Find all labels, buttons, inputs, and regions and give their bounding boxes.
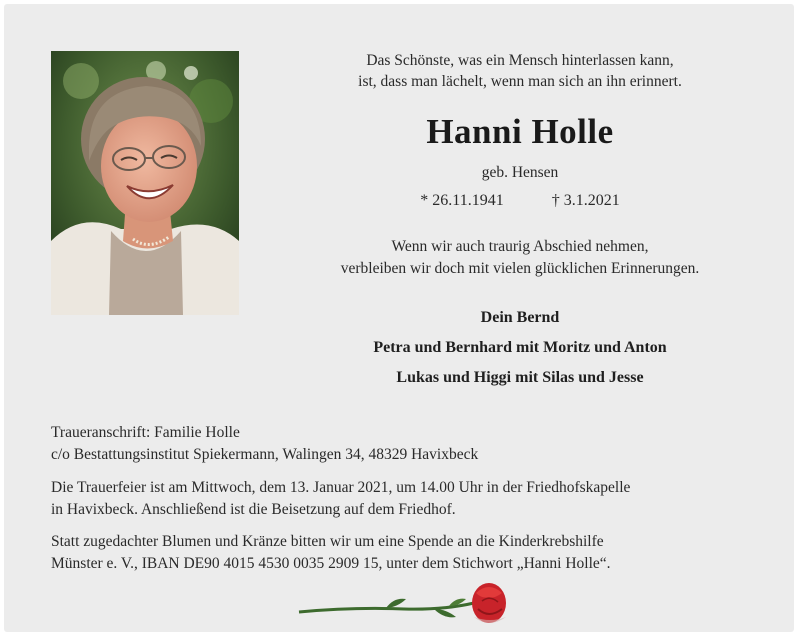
family-line: Petra und Bernhard mit Moritz und Anton (373, 339, 667, 356)
donation-line: Statt zugedachter Blumen und Kränze bitten wir um eine Spende an die Kinderkrebshilfe (51, 533, 604, 550)
portrait-photo (51, 51, 239, 315)
mourning-address (51, 422, 771, 466)
obituary-card (4, 4, 794, 632)
farewell-line: Wenn wir auch traurig Abschied nehmen, (391, 238, 649, 255)
farewell-text (266, 236, 774, 280)
donation-line: Münster e. V., IBAN DE90 4015 4530 0035 2909 15, unter dem Stichwort „Hanni Holle“. (51, 555, 611, 572)
quote-line: ist, dass man lächelt, wenn man sich an ihn erinnert. (358, 73, 682, 90)
memorial-quote (266, 50, 774, 92)
ceremony-line: in Havixbeck. Anschließend ist die Beisetzung auf dem Friedhof. (51, 501, 456, 518)
red-rose-icon (294, 579, 524, 634)
ceremony-info (51, 477, 771, 521)
family-signatures (266, 306, 774, 396)
farewell-line: verbleiben wir doch mit vielen glücklichen Erinnerungen. (340, 260, 700, 277)
family-line: Dein Bernd (480, 309, 560, 326)
family-line: Lukas und Higgi mit Silas und Jesse (396, 369, 644, 386)
life-dates (266, 192, 774, 210)
birth-date: * 26.11.1941 (420, 192, 504, 209)
ceremony-line: Die Trauerfeier ist am Mittwoch, dem 13. Januar 2021, um 14.00 Uhr in der Friedhofskapelle (51, 479, 631, 496)
address-line: c/o Bestattungsinstitut Spiekermann, Walingen 34, 48329 Havixbeck (51, 446, 479, 463)
death-date: † 3.1.2021 (551, 192, 620, 209)
deceased-name: Hanni Holle (426, 112, 614, 151)
quote-line: Das Schönste, was ein Mensch hinterlassen kann, (366, 52, 674, 69)
address-line: Traueranschrift: Familie Holle (51, 424, 240, 441)
maiden-name: geb. Hensen (481, 164, 559, 181)
donation-info (51, 531, 771, 575)
